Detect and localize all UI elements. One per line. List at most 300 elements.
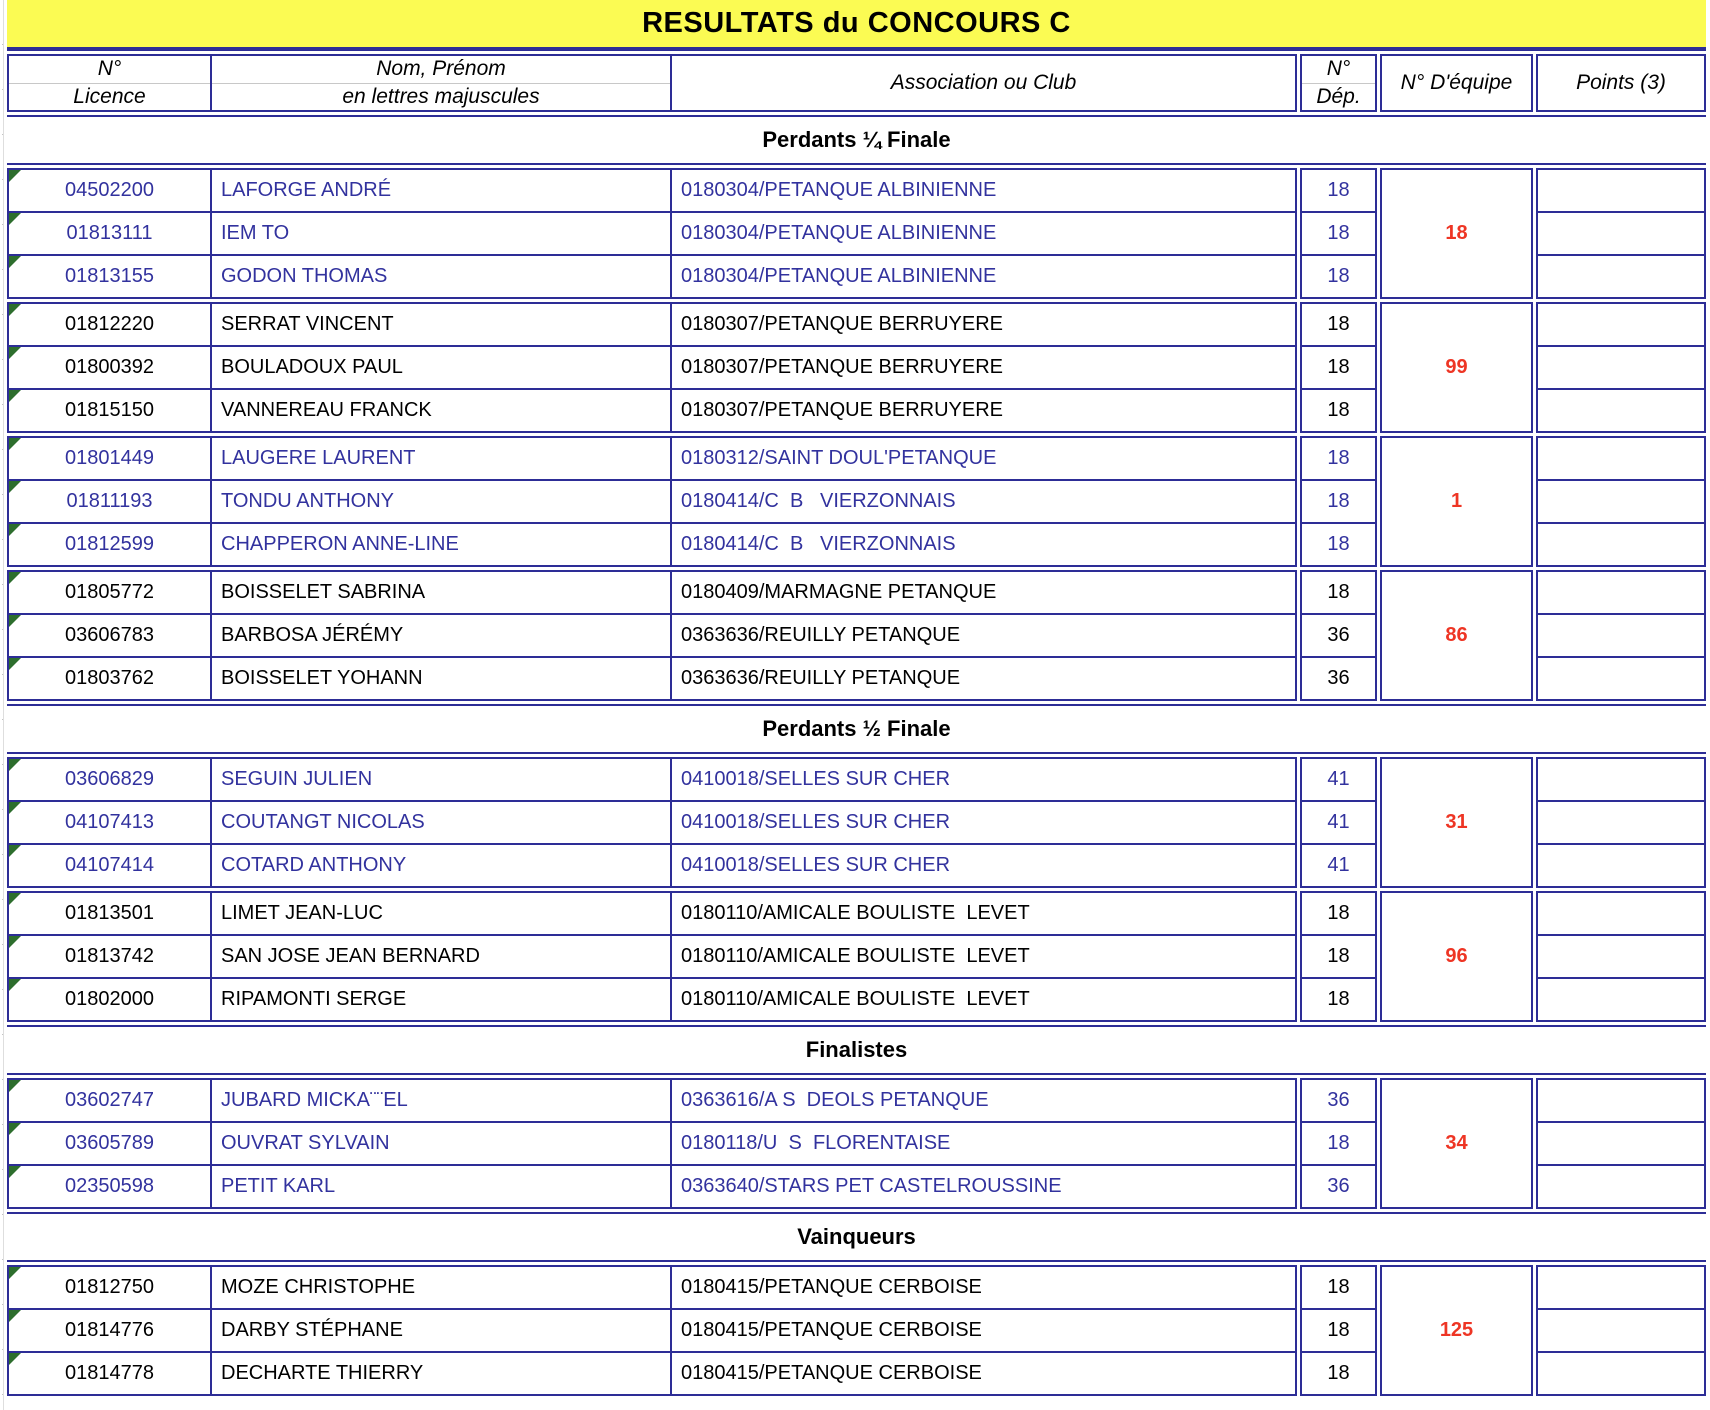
- player-name: LAUGERE LAURENT: [221, 447, 416, 469]
- points-cell[interactable]: [1536, 211, 1706, 256]
- dep-value: 18: [1327, 447, 1350, 469]
- club-value: 0180415/PETANQUE CERBOISE: [681, 1362, 982, 1384]
- player-name: CHAPPERON ANNE-LINE: [221, 533, 459, 555]
- club-cell[interactable]: [670, 934, 1297, 979]
- points-cell[interactable]: [1536, 479, 1706, 524]
- dep-value: 36: [1327, 624, 1350, 646]
- player-name: GODON THOMAS: [221, 265, 388, 287]
- table-row: [7, 1164, 1377, 1209]
- club-value: 0180415/PETANQUE CERBOISE: [681, 1319, 982, 1341]
- player-name-cell[interactable]: [210, 302, 672, 347]
- player-name: COUTANGT NICOLAS: [221, 811, 425, 833]
- header-dep-cell[interactable]: [1300, 54, 1377, 112]
- section-label: Vainqueurs: [797, 1224, 916, 1249]
- dep-cell[interactable]: [1300, 388, 1377, 433]
- team-group: [7, 1078, 1706, 1209]
- licence-cell[interactable]: [7, 522, 212, 567]
- licence-cell[interactable]: [7, 345, 212, 390]
- player-name: BOISSELET SABRINA: [221, 581, 426, 603]
- club-value: 0180110/AMICALE BOULISTE LEVET: [681, 988, 1030, 1010]
- points-cell[interactable]: [1536, 1164, 1706, 1209]
- player-name-cell[interactable]: [210, 168, 672, 213]
- dep-value: 36: [1327, 1175, 1350, 1197]
- licence-cell[interactable]: [7, 977, 212, 1022]
- points-cell[interactable]: [1536, 757, 1706, 802]
- dep-cell[interactable]: [1300, 570, 1377, 615]
- points-column: [1536, 757, 1706, 888]
- dep-cell[interactable]: [1300, 934, 1377, 979]
- team-number: 34: [1445, 1132, 1468, 1154]
- dep-value: 41: [1327, 768, 1350, 790]
- licence-cell[interactable]: [7, 1265, 212, 1310]
- player-name-cell[interactable]: [210, 345, 672, 390]
- dep-cell[interactable]: [1300, 479, 1377, 524]
- points-cell[interactable]: [1536, 1265, 1706, 1310]
- club-value: 0180312/SAINT DOUL'PETANQUE: [681, 447, 997, 469]
- club-value: 0180307/PETANQUE BERRUYERE: [681, 313, 1003, 335]
- dep-value: 18: [1327, 313, 1350, 335]
- player-name: COTARD ANTHONY: [221, 854, 407, 876]
- player-name-cell[interactable]: [210, 522, 672, 567]
- club-value: 0363636/REUILLY PETANQUE: [681, 667, 961, 689]
- points-column: [1536, 891, 1706, 1022]
- team-player-rows: [7, 570, 1377, 701]
- licence-cell[interactable]: [7, 1351, 212, 1396]
- licence-value: 01813111: [66, 222, 153, 244]
- header-team-number-label: N° D'équipe: [1400, 71, 1513, 94]
- club-value: 0180304/PETANQUE ALBINIENNE: [681, 222, 997, 244]
- club-cell[interactable]: [670, 436, 1297, 481]
- points-cell[interactable]: [1536, 613, 1706, 658]
- team-number-cell[interactable]: [1380, 1265, 1533, 1396]
- licence-cell[interactable]: [7, 1308, 212, 1353]
- licence-value: 01812599: [65, 533, 154, 555]
- licence-cell[interactable]: [7, 302, 212, 347]
- club-value: 0180307/PETANQUE BERRUYERE: [681, 356, 1003, 378]
- error-marker-icon: [9, 170, 21, 182]
- banner-divider: [7, 47, 1706, 51]
- player-name: LAFORGE ANDRÉ: [221, 179, 392, 201]
- player-name-cell[interactable]: [210, 757, 672, 802]
- points-cell[interactable]: [1536, 891, 1706, 936]
- table-row: [7, 1078, 1377, 1123]
- licence-value: 01812750: [65, 1276, 154, 1298]
- club-value: 0363636/REUILLY PETANQUE: [681, 624, 961, 646]
- dep-value: 18: [1327, 533, 1350, 555]
- player-name: DARBY STÉPHANE: [221, 1319, 403, 1341]
- club-cell[interactable]: [670, 1078, 1297, 1123]
- dep-value: 36: [1327, 1089, 1350, 1111]
- club-cell[interactable]: [670, 977, 1297, 1022]
- club-cell[interactable]: [670, 1351, 1297, 1396]
- team-number-cell[interactable]: [1380, 891, 1533, 1022]
- player-name-cell[interactable]: [210, 1308, 672, 1353]
- dep-cell[interactable]: [1300, 168, 1377, 213]
- licence-value: 03605789: [65, 1132, 154, 1154]
- licence-value: 01813501: [65, 902, 154, 924]
- table-header-row: [7, 54, 1706, 112]
- dep-value: 18: [1327, 902, 1350, 924]
- team-number: 31: [1445, 811, 1468, 833]
- dep-cell[interactable]: [1300, 1265, 1377, 1310]
- player-name: SEGUIN JULIEN: [221, 768, 373, 790]
- points-column: [1536, 1265, 1706, 1396]
- licence-cell[interactable]: [7, 891, 212, 936]
- team-number-cell[interactable]: [1380, 1078, 1533, 1209]
- table-row: [7, 656, 1377, 701]
- licence-cell[interactable]: [7, 479, 212, 524]
- error-marker-icon: [9, 893, 21, 905]
- points-column: [1536, 1078, 1706, 1209]
- header-points-label: Points (3): [1576, 71, 1666, 94]
- club-cell[interactable]: [670, 1265, 1297, 1310]
- player-name-cell[interactable]: [210, 479, 672, 524]
- club-cell[interactable]: [670, 254, 1297, 299]
- club-cell[interactable]: [670, 345, 1297, 390]
- player-name-cell[interactable]: [210, 570, 672, 615]
- player-name: TONDU ANTHONY: [221, 490, 394, 512]
- section-header-row[interactable]: [7, 115, 1706, 165]
- player-name: LIMET JEAN-LUC: [221, 902, 383, 924]
- table-row: [7, 757, 1377, 802]
- team-number-cell[interactable]: [1380, 436, 1533, 567]
- licence-cell[interactable]: [7, 656, 212, 701]
- points-column: [1536, 436, 1706, 567]
- points-column: [1536, 570, 1706, 701]
- club-value: 0180307/PETANQUE BERRUYERE: [681, 399, 1003, 421]
- licence-cell[interactable]: [7, 934, 212, 979]
- error-marker-icon: [9, 572, 21, 584]
- table-row: [7, 479, 1377, 524]
- licence-value: 04502200: [65, 179, 154, 201]
- points-cell[interactable]: [1536, 345, 1706, 390]
- dep-cell[interactable]: [1300, 254, 1377, 299]
- licence-cell[interactable]: [7, 254, 212, 299]
- licence-cell[interactable]: [7, 168, 212, 213]
- error-marker-icon: [9, 347, 21, 359]
- dep-value: 18: [1327, 490, 1350, 512]
- team-group: [7, 1265, 1706, 1396]
- dep-value: 18: [1327, 1276, 1350, 1298]
- table-body: [7, 115, 1706, 1396]
- player-name-cell[interactable]: [210, 436, 672, 481]
- dep-value: 18: [1327, 399, 1350, 421]
- error-marker-icon: [9, 615, 21, 627]
- licence-cell[interactable]: [7, 388, 212, 433]
- player-name: SERRAT VINCENT: [221, 313, 394, 335]
- dep-cell[interactable]: [1300, 302, 1377, 347]
- left-gutter: [0, 0, 7, 1410]
- licence-cell[interactable]: [7, 570, 212, 615]
- team-group: [7, 891, 1706, 1022]
- points-cell[interactable]: [1536, 800, 1706, 845]
- licence-cell[interactable]: [7, 1121, 212, 1166]
- header-points-cell[interactable]: [1536, 54, 1706, 112]
- licence-value: 03606829: [65, 768, 154, 790]
- player-name: SAN JOSE JEAN BERNARD: [221, 945, 480, 967]
- club-cell[interactable]: [670, 522, 1297, 567]
- club-cell[interactable]: [670, 843, 1297, 888]
- error-marker-icon: [9, 256, 21, 268]
- table-row: [7, 168, 1377, 213]
- points-cell[interactable]: [1536, 843, 1706, 888]
- team-number-cell[interactable]: [1380, 302, 1533, 433]
- club-value: 0410018/SELLES SUR CHER: [681, 811, 951, 833]
- licence-cell[interactable]: [7, 800, 212, 845]
- section-label: Perdants ¼ Finale: [762, 127, 951, 152]
- team-number: 125: [1439, 1319, 1474, 1341]
- team-number: 99: [1445, 356, 1468, 378]
- error-marker-icon: [9, 979, 21, 991]
- club-cell[interactable]: [670, 302, 1297, 347]
- team-number: 1: [1450, 490, 1463, 512]
- team-group: [7, 570, 1706, 701]
- licence-cell[interactable]: [7, 436, 212, 481]
- player-name: JUBARD MICKA¨¨EL: [221, 1089, 408, 1111]
- dep-value: 18: [1327, 1319, 1350, 1341]
- dep-value: 18: [1327, 222, 1350, 244]
- header-club-label: Association ou Club: [890, 71, 1077, 94]
- player-name-cell[interactable]: [210, 656, 672, 701]
- team-number: 18: [1445, 222, 1468, 244]
- table-row: [7, 302, 1377, 347]
- header-name-line1: Nom, Prénom: [212, 56, 670, 84]
- points-cell[interactable]: [1536, 977, 1706, 1022]
- error-marker-icon: [9, 658, 21, 670]
- team-group: [7, 436, 1706, 567]
- team-player-rows: [7, 436, 1377, 567]
- error-marker-icon: [9, 524, 21, 536]
- club-cell[interactable]: [670, 570, 1297, 615]
- player-name-cell[interactable]: [210, 211, 672, 256]
- club-cell[interactable]: [670, 757, 1297, 802]
- points-cell[interactable]: [1536, 934, 1706, 979]
- club-cell[interactable]: [670, 168, 1297, 213]
- dep-cell[interactable]: [1300, 613, 1377, 658]
- section-label: Finalistes: [805, 1037, 908, 1062]
- player-name-cell[interactable]: [210, 891, 672, 936]
- player-name: IEM TO: [221, 222, 290, 244]
- points-column: [1536, 168, 1706, 299]
- points-cell[interactable]: [1536, 1351, 1706, 1396]
- dep-cell[interactable]: [1300, 800, 1377, 845]
- team-number: 86: [1445, 624, 1468, 646]
- table-row: [7, 613, 1377, 658]
- licence-value: 01805772: [65, 581, 154, 603]
- dep-value: 41: [1327, 811, 1350, 833]
- header-licence-cell[interactable]: [7, 54, 212, 112]
- club-value: 0180409/MARMAGNE PETANQUE: [681, 581, 997, 603]
- points-cell[interactable]: [1536, 570, 1706, 615]
- player-name: OUVRAT SYLVAIN: [221, 1132, 390, 1154]
- table-row: [7, 570, 1377, 615]
- licence-value: 01814776: [65, 1319, 154, 1341]
- dep-cell[interactable]: [1300, 522, 1377, 567]
- club-cell[interactable]: [670, 891, 1297, 936]
- dep-value: 36: [1327, 667, 1350, 689]
- points-column: [1536, 302, 1706, 433]
- error-marker-icon: [9, 1080, 21, 1092]
- licence-value: 01802000: [65, 988, 154, 1010]
- player-name-cell[interactable]: [210, 1164, 672, 1209]
- points-cell[interactable]: [1536, 1308, 1706, 1353]
- points-cell[interactable]: [1536, 1121, 1706, 1166]
- error-marker-icon: [9, 845, 21, 857]
- dep-cell[interactable]: [1300, 211, 1377, 256]
- dep-cell[interactable]: [1300, 1078, 1377, 1123]
- club-cell[interactable]: [670, 1308, 1297, 1353]
- dep-cell[interactable]: [1300, 656, 1377, 701]
- licence-value: 01815150: [65, 399, 154, 421]
- section-header-row[interactable]: [7, 704, 1706, 754]
- licence-value: 01811193: [66, 490, 153, 512]
- player-name: PETIT KARL: [221, 1175, 336, 1197]
- table-row: [7, 254, 1377, 299]
- licence-value: 01800392: [65, 356, 154, 378]
- dep-cell[interactable]: [1300, 1121, 1377, 1166]
- team-player-rows: [7, 1265, 1377, 1396]
- player-name: VANNEREAU FRANCK: [221, 399, 432, 421]
- table-row: [7, 1265, 1377, 1310]
- header-licence-line2: Licence: [73, 84, 146, 108]
- page-title: RESULTATS du CONCOURS C: [642, 7, 1071, 39]
- table-row: [7, 345, 1377, 390]
- player-name-cell[interactable]: [210, 388, 672, 433]
- section-header-row[interactable]: [7, 1212, 1706, 1262]
- dep-cell[interactable]: [1300, 843, 1377, 888]
- dep-value: 18: [1327, 356, 1350, 378]
- team-player-rows: [7, 757, 1377, 888]
- licence-value: 01813742: [65, 945, 154, 967]
- points-cell[interactable]: [1536, 522, 1706, 567]
- dep-value: 18: [1327, 945, 1350, 967]
- team-number-cell[interactable]: [1380, 570, 1533, 701]
- club-cell[interactable]: [670, 479, 1297, 524]
- dep-value: 18: [1327, 581, 1350, 603]
- player-name-cell[interactable]: [210, 843, 672, 888]
- dep-cell[interactable]: [1300, 977, 1377, 1022]
- club-value: 0180415/PETANQUE CERBOISE: [681, 1276, 982, 1298]
- team-number-cell[interactable]: [1380, 168, 1533, 299]
- points-cell[interactable]: [1536, 1078, 1706, 1123]
- player-name-cell[interactable]: [210, 977, 672, 1022]
- club-cell[interactable]: [670, 800, 1297, 845]
- licence-value: 04107413: [65, 811, 154, 833]
- points-cell[interactable]: [1536, 302, 1706, 347]
- player-name: BOULADOUX PAUL: [221, 356, 403, 378]
- club-cell[interactable]: [670, 388, 1297, 433]
- points-cell[interactable]: [1536, 436, 1706, 481]
- dep-value: 18: [1327, 988, 1350, 1010]
- dep-cell[interactable]: [1300, 345, 1377, 390]
- header-name-cell[interactable]: [210, 54, 672, 112]
- header-licence-line1: N°: [9, 56, 210, 84]
- team-number: 96: [1445, 945, 1468, 967]
- dep-cell[interactable]: [1300, 1308, 1377, 1353]
- player-name-cell[interactable]: [210, 613, 672, 658]
- team-group: [7, 302, 1706, 433]
- header-dep-line2: Dép.: [1316, 84, 1361, 108]
- licence-cell[interactable]: [7, 757, 212, 802]
- points-cell[interactable]: [1536, 656, 1706, 701]
- error-marker-icon: [9, 1123, 21, 1135]
- error-marker-icon: [9, 438, 21, 450]
- team-player-rows: [7, 1078, 1377, 1209]
- error-marker-icon: [9, 390, 21, 402]
- points-cell[interactable]: [1536, 254, 1706, 299]
- dep-value: 18: [1327, 1132, 1350, 1154]
- table-row: [7, 891, 1377, 936]
- club-cell[interactable]: [670, 656, 1297, 701]
- dep-cell[interactable]: [1300, 891, 1377, 936]
- player-name-cell[interactable]: [210, 254, 672, 299]
- club-value: 0180110/AMICALE BOULISTE LEVET: [681, 945, 1030, 967]
- licence-value: 03602747: [65, 1089, 154, 1111]
- club-value: 0180110/AMICALE BOULISTE LEVET: [681, 902, 1030, 924]
- error-marker-icon: [9, 1166, 21, 1178]
- team-player-rows: [7, 168, 1377, 299]
- header-name-line2: en lettres majuscules: [342, 84, 540, 108]
- player-name: RIPAMONTI SERGE: [221, 988, 407, 1010]
- dep-cell[interactable]: [1300, 1351, 1377, 1396]
- header-club-cell[interactable]: [670, 54, 1297, 112]
- team-number-cell[interactable]: [1380, 757, 1533, 888]
- licence-cell[interactable]: [7, 1164, 212, 1209]
- licence-cell[interactable]: [7, 211, 212, 256]
- club-cell[interactable]: [670, 1121, 1297, 1166]
- table-row: [7, 1351, 1377, 1396]
- section-header-row[interactable]: [7, 1025, 1706, 1075]
- section-label: Perdants ½ Finale: [762, 716, 951, 741]
- player-name-cell[interactable]: [210, 1078, 672, 1123]
- licence-value: 03606783: [65, 624, 154, 646]
- error-marker-icon: [9, 1267, 21, 1279]
- error-marker-icon: [9, 213, 21, 225]
- licence-cell[interactable]: [7, 1078, 212, 1123]
- club-cell[interactable]: [670, 211, 1297, 256]
- licence-cell[interactable]: [7, 613, 212, 658]
- player-name-cell[interactable]: [210, 934, 672, 979]
- title-banner: [7, 0, 1706, 47]
- points-cell[interactable]: [1536, 168, 1706, 213]
- player-name-cell[interactable]: [210, 800, 672, 845]
- dep-cell[interactable]: [1300, 1164, 1377, 1209]
- error-marker-icon: [9, 481, 21, 493]
- club-cell[interactable]: [670, 613, 1297, 658]
- header-team-number-cell[interactable]: [1380, 54, 1533, 112]
- table-row: [7, 800, 1377, 845]
- dep-value: 18: [1327, 179, 1350, 201]
- dep-cell[interactable]: [1300, 436, 1377, 481]
- player-name-cell[interactable]: [210, 1121, 672, 1166]
- error-marker-icon: [9, 1353, 21, 1365]
- header-dep-line1: N°: [1302, 56, 1375, 84]
- licence-value: 01812220: [65, 313, 154, 335]
- error-marker-icon: [9, 759, 21, 771]
- player-name-cell[interactable]: [210, 1351, 672, 1396]
- table-row: [7, 843, 1377, 888]
- club-cell[interactable]: [670, 1164, 1297, 1209]
- licence-cell[interactable]: [7, 843, 212, 888]
- sheet-area: [7, 0, 1706, 1396]
- points-cell[interactable]: [1536, 388, 1706, 433]
- player-name-cell[interactable]: [210, 1265, 672, 1310]
- licence-value: 01803762: [65, 667, 154, 689]
- error-marker-icon: [9, 936, 21, 948]
- table-row: [7, 1121, 1377, 1166]
- table-row: [7, 934, 1377, 979]
- dep-cell[interactable]: [1300, 757, 1377, 802]
